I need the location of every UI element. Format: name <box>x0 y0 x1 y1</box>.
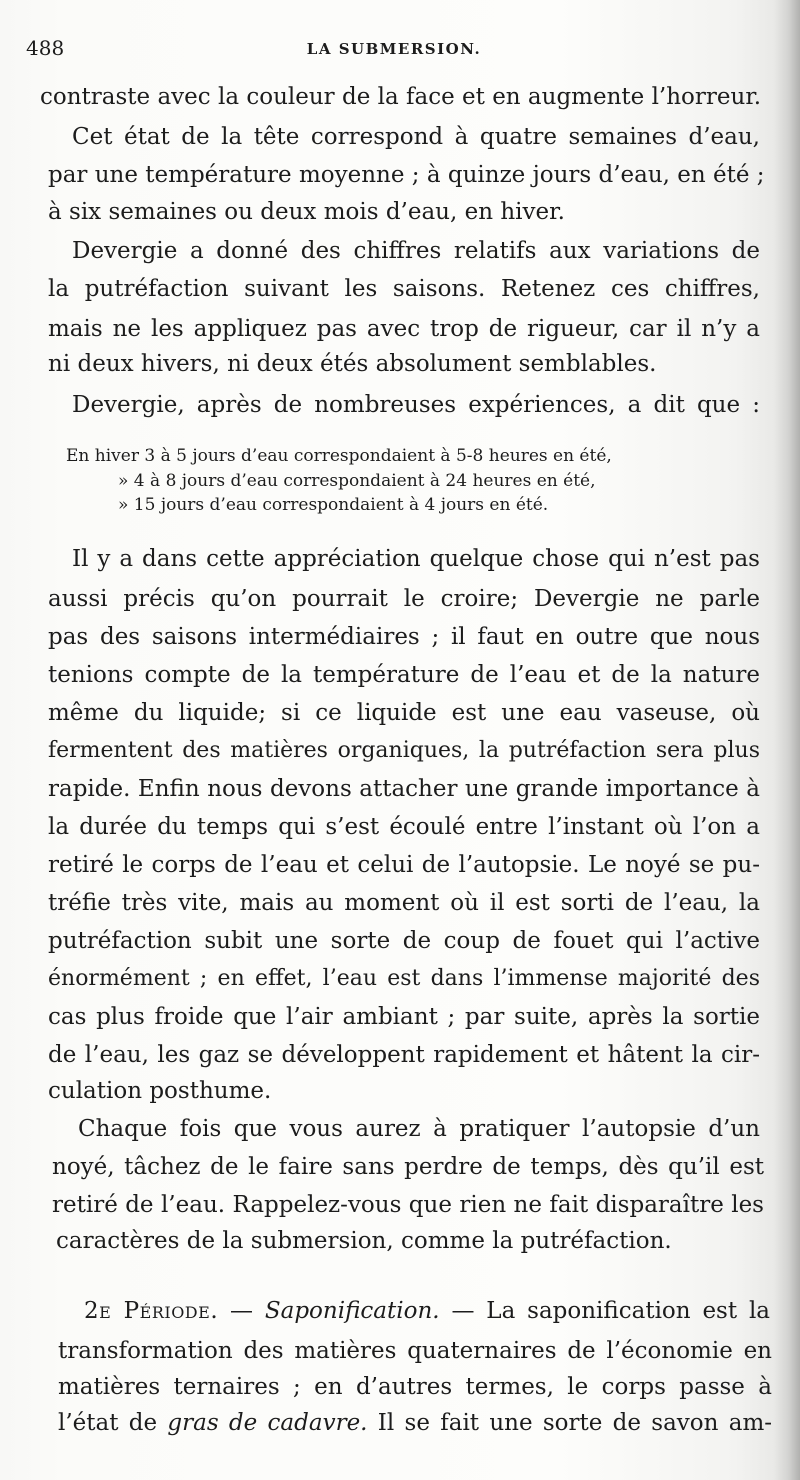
text-line: Il y a dans cette appréciation quelque chose qui n’est pas <box>72 546 760 572</box>
quote-line: En hiver 3 à 5 jours d’eau correspondaient à 5-8 heures en été, <box>66 446 612 466</box>
text-fragment: Il se fait une sorte de savon am- <box>377 1410 773 1436</box>
text-line <box>58 1404 772 1442</box>
text-line: par une température moyenne ; à quinze jours d’eau, en été ; <box>48 162 765 188</box>
page-edge-shadow <box>774 0 800 1480</box>
text-line: à six semaines ou deux mois d’eau, en hiver. <box>48 199 565 225</box>
text-line: retiré le corps de l’eau et celui de l’autopsie. Le noyé se pu- <box>48 852 760 878</box>
text-line: la durée du temps qui s’est écoulé entre l’instant où l’on a <box>48 814 760 840</box>
text-line: Cet état de la tête correspond à quatre semaines d’eau, <box>72 124 760 150</box>
text-line: Chaque fois que vous aurez à pratiquer l’autopsie d’un <box>78 1116 760 1142</box>
text-line: fermentent des matières organiques, la putréfaction sera plus <box>48 738 760 763</box>
running-title: LA SUBMERSION. <box>306 40 482 58</box>
page-number: 488 <box>26 36 65 60</box>
text-line: noyé, tâchez de le faire sans perdre de temps, dès qu’il est <box>52 1154 764 1180</box>
section-text: La saponification est la <box>486 1298 771 1324</box>
text-line: retiré de l’eau. Rappelez-vous que rien ne fait disparaître les <box>52 1192 764 1218</box>
text-line: Devergie, après de nombreuses expériences, a dit que : <box>72 392 760 418</box>
text-line: énormément ; en effet, l’eau est dans l’immense majorité des <box>48 966 760 991</box>
text-line: transformation des matières quaternaires de l’économie en <box>58 1338 772 1364</box>
text-line: putréfaction subit une sorte de coup de fouet qui l’active <box>48 928 760 954</box>
section-title: Saponification. <box>264 1298 440 1324</box>
text-line: contraste avec la couleur de la face et en augmente l’horreur. <box>40 84 762 110</box>
section-heading-line <box>84 1292 770 1330</box>
text-line: de l’eau, les gaz se développent rapidement et hâtent la cir- <box>48 1042 760 1068</box>
text-line: mais ne les appliquez pas avec trop de rigueur, car il n’y a <box>48 316 760 342</box>
text-line: cas plus froide que l’air ambiant ; par suite, après la sortie <box>48 1004 760 1030</box>
text-fragment: l’état de <box>58 1410 158 1436</box>
text-line: rapide. Enfin nous devons attacher une grande importance à <box>48 776 760 802</box>
text-line: ni deux hivers, ni deux étés absolument semblables. <box>48 351 657 377</box>
text-line: pas des saisons intermédiaires ; il faut en outre que nous <box>48 624 760 650</box>
text-line: même du liquide; si ce liquide est une eau vaseuse, où <box>48 700 760 726</box>
italic-term: gras de cadavre. <box>167 1410 368 1436</box>
text-line: tréfie très vite, mais au moment où il est sorti de l’eau, la <box>48 890 760 916</box>
page-header <box>26 36 762 60</box>
text-line: aussi précis qu’on pourrait le croire; Devergie ne parle <box>48 586 760 612</box>
em-dash: — <box>451 1298 475 1324</box>
text-line: Devergie a donné des chiffres relatifs aux variations de <box>72 238 760 264</box>
quote-line: » 4 à 8 jours d’eau correspondaient à 24 heures en été, <box>118 471 596 491</box>
text-line: la putréfaction suivant les saisons. Retenez ces chiffres, <box>48 276 760 302</box>
text-line: culation posthume. <box>48 1078 272 1104</box>
em-dash: — <box>230 1298 253 1324</box>
text-line: tenions compte de la température de l’eau et de la nature <box>48 662 760 688</box>
text-line: caractères de la submersion, comme la putréfaction. <box>56 1228 672 1254</box>
text-line: matières ternaires ; en d’autres termes, le corps passe à <box>58 1374 772 1400</box>
section-label: 2e Période. <box>84 1298 219 1324</box>
quote-line: » 15 jours d’eau correspondaient à 4 jours en été. <box>118 495 549 515</box>
